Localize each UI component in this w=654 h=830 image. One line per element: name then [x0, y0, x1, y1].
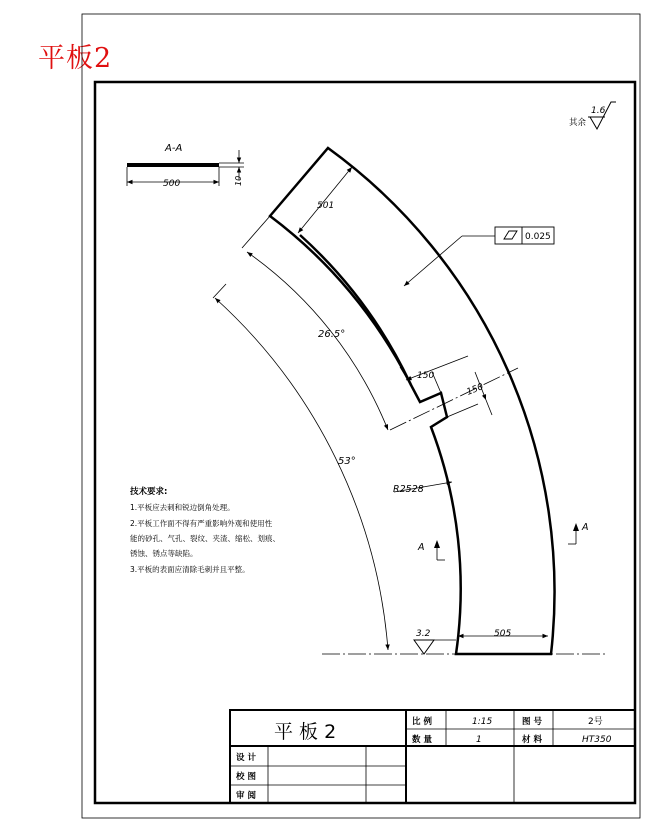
quantity-label: 数 量	[412, 735, 432, 745]
top-width-text: 501	[317, 201, 335, 211]
roughness-other-label: 其余	[569, 118, 587, 128]
notch-width-dim	[406, 356, 468, 380]
angle-half-text: 26.5°	[318, 329, 346, 340]
scale-value: 1:15	[472, 717, 493, 727]
tech-req-line-2: 2.平板工作面不得有严重影响外观和使用性	[130, 519, 273, 528]
notch-width-text: 150	[417, 371, 435, 381]
section-label: A-A	[165, 143, 183, 154]
quantity-value: 1	[476, 735, 482, 745]
flatness-icon	[504, 231, 517, 239]
roughness-other-value: 1.6	[591, 106, 606, 116]
tolerance-leader	[404, 236, 462, 286]
tech-req-line-1: 1.平板应去刺和锐边倒角处理。	[130, 503, 235, 512]
section-thickness-text: 10	[234, 175, 243, 186]
page-title: 平板2	[38, 43, 113, 74]
section-bar	[127, 163, 219, 167]
view-marker-right	[568, 523, 579, 544]
center-line-angled	[390, 368, 518, 430]
section-length-text: 500	[163, 179, 181, 189]
material-value: HT350	[582, 735, 612, 745]
notch-depth-text: 150	[465, 382, 486, 398]
angle-half-dim	[247, 252, 388, 430]
top-width-dim	[298, 167, 352, 233]
angle-full-text: 53°	[338, 456, 356, 467]
scale-label: 比 例	[412, 717, 432, 727]
view-marker-right-label: A	[582, 522, 589, 533]
paper-border	[82, 14, 640, 818]
radius-text: R2528	[393, 484, 424, 495]
plate-outline	[270, 148, 555, 654]
check-label: 校 图	[236, 772, 256, 782]
tech-req-line-5: 3.平板的表面应清除毛刺并且平整。	[130, 565, 250, 574]
part-name: 平 板 2	[274, 721, 337, 743]
view-marker-left	[434, 540, 445, 560]
bottom-width-text: 505	[494, 629, 512, 639]
drawing-no-value: 2号	[588, 717, 603, 727]
tech-req-heading: 技术要求:	[130, 487, 168, 497]
drawing-no-label: 图 号	[522, 717, 542, 727]
tolerance-value: 0.025	[525, 232, 551, 242]
material-label: 材 料	[522, 735, 542, 745]
roughness-symbol-bottom	[414, 640, 456, 654]
tech-req-line-4: 锈蚀、锈点等缺陷。	[130, 549, 198, 558]
angle-full-dim	[215, 298, 388, 650]
tech-req-line-3: 能的砂孔、气孔、裂纹、夹渣、缩松、划痕、	[130, 534, 280, 543]
view-marker-left-label: A	[418, 542, 425, 553]
roughness-bottom-value: 3.2	[416, 629, 431, 639]
design-label: 设 计	[236, 753, 256, 763]
drawing-frame	[95, 82, 635, 803]
review-label: 审 阅	[236, 791, 256, 801]
